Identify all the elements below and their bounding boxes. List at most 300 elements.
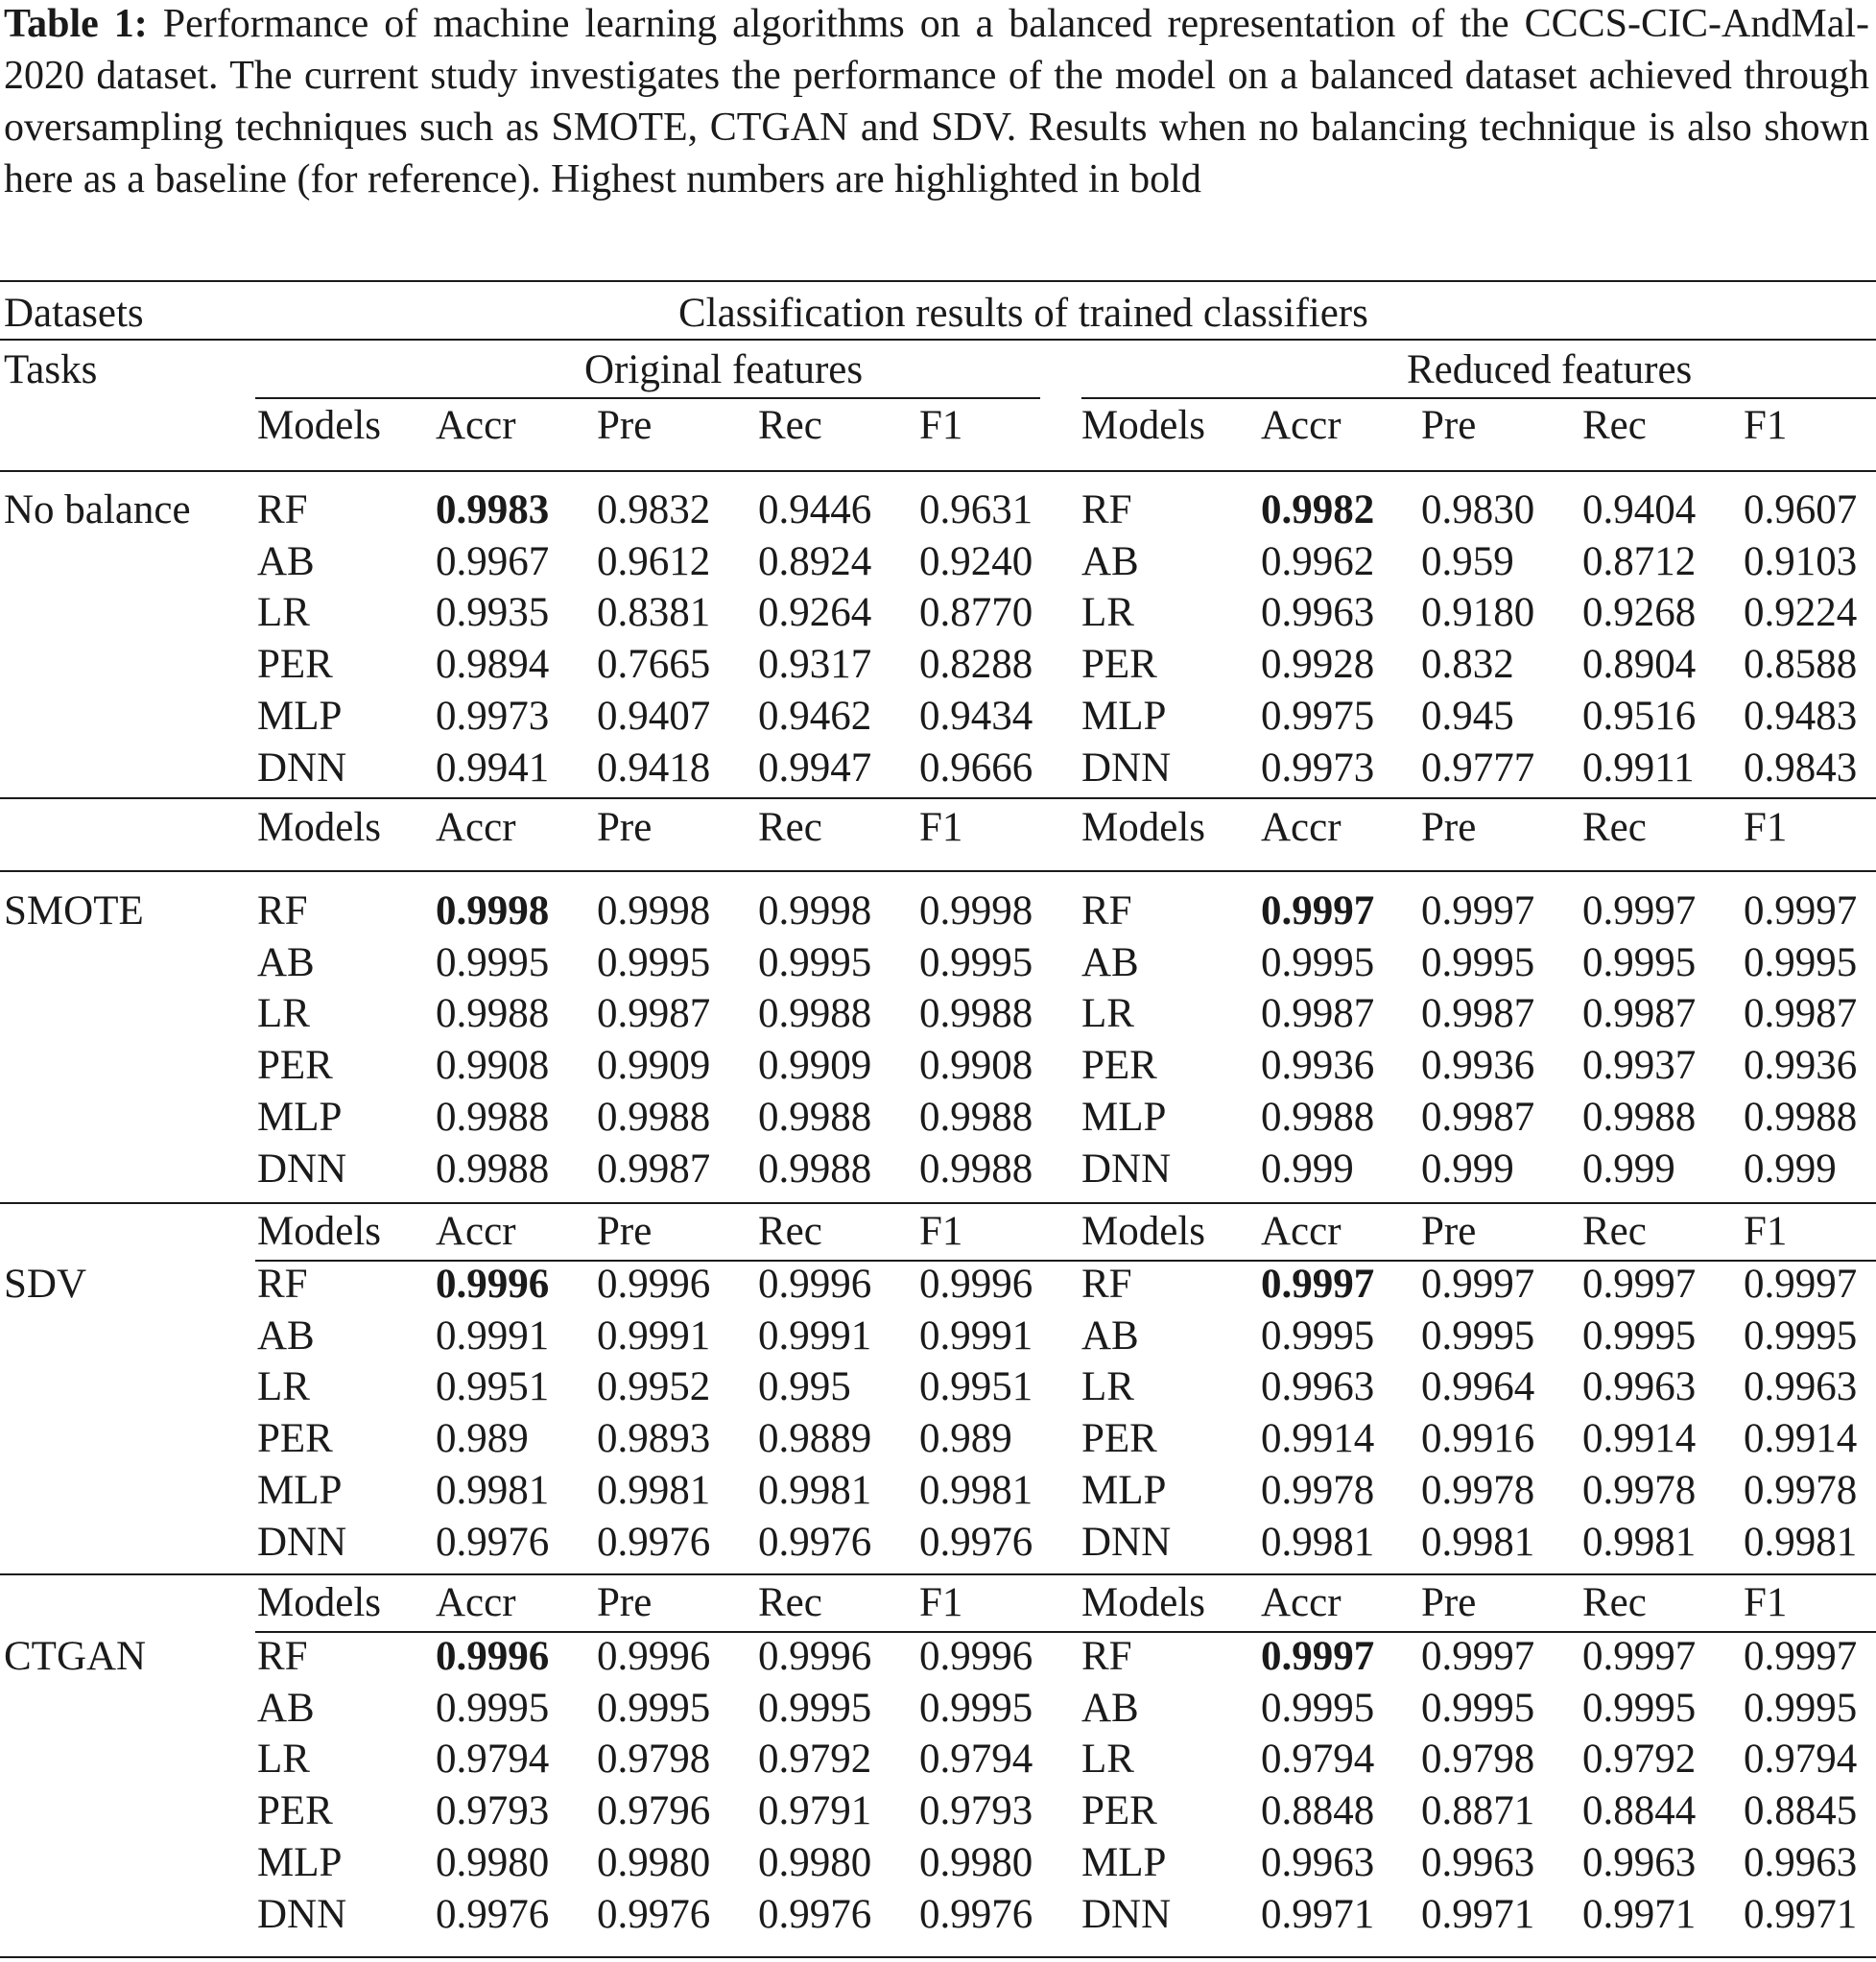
model-name-original: AB — [257, 940, 315, 985]
value-reduced-rec: 0.999 — [1582, 1146, 1675, 1192]
value-original-pre: 0.9998 — [597, 888, 711, 934]
value-reduced-pre: 0.9963 — [1421, 1840, 1535, 1885]
value-reduced-f1: 0.9963 — [1744, 1364, 1858, 1409]
value-original-rec: 0.9980 — [758, 1840, 872, 1885]
column-header-reduced-pre: Pre — [1421, 1209, 1477, 1254]
value-reduced-pre: 0.9987 — [1421, 1095, 1535, 1140]
column-header-original-rec: Rec — [758, 403, 822, 448]
value-reduced-pre: 0.9995 — [1421, 940, 1535, 985]
model-name-original: DNN — [257, 1892, 347, 1937]
value-original-rec: 0.9947 — [758, 745, 872, 791]
column-header-reduced-f1: F1 — [1744, 1209, 1788, 1254]
value-reduced-accr: 0.8848 — [1261, 1788, 1375, 1833]
datasets-label: Datasets — [4, 291, 144, 336]
column-header-original-f1: F1 — [919, 403, 963, 448]
model-name-original: PER — [257, 1043, 333, 1088]
value-original-f1: 0.9988 — [919, 1095, 1033, 1140]
value-original-accr: 0.9995 — [436, 1686, 550, 1731]
value-original-pre: 0.9988 — [597, 1095, 711, 1140]
value-reduced-f1: 0.9843 — [1744, 745, 1858, 791]
value-reduced-accr: 0.9914 — [1261, 1416, 1375, 1461]
column-header-reduced-pre: Pre — [1421, 1580, 1477, 1625]
value-original-accr: 0.9794 — [436, 1737, 550, 1782]
value-original-accr: 0.9991 — [436, 1313, 550, 1359]
group-separator-rule — [0, 1202, 1876, 1204]
model-name-reduced: PER — [1081, 1043, 1157, 1088]
column-header-original-accr: Accr — [436, 1209, 516, 1254]
value-original-f1: 0.9995 — [919, 1686, 1033, 1731]
value-reduced-rec: 0.9404 — [1582, 487, 1697, 532]
value-reduced-pre: 0.945 — [1421, 694, 1514, 739]
value-reduced-accr: 0.9975 — [1261, 694, 1375, 739]
value-original-accr: 0.9983 — [436, 487, 550, 532]
value-reduced-f1: 0.9963 — [1744, 1840, 1858, 1885]
value-original-rec: 0.9889 — [758, 1416, 872, 1461]
value-original-accr: 0.9988 — [436, 1146, 550, 1192]
model-name-reduced: MLP — [1081, 1095, 1167, 1140]
value-reduced-pre: 0.9916 — [1421, 1416, 1535, 1461]
value-reduced-rec: 0.8844 — [1582, 1788, 1697, 1833]
model-name-original: LR — [257, 991, 310, 1036]
value-reduced-f1: 0.9103 — [1744, 539, 1858, 584]
value-reduced-rec: 0.9987 — [1582, 991, 1697, 1036]
value-reduced-rec: 0.9937 — [1582, 1043, 1697, 1088]
model-name-reduced: RF — [1081, 1634, 1132, 1679]
value-original-f1: 0.9991 — [919, 1313, 1033, 1359]
model-name-reduced: DNN — [1081, 1892, 1172, 1937]
model-name-original: DNN — [257, 745, 347, 791]
value-reduced-accr: 0.9997 — [1261, 1634, 1375, 1679]
value-original-accr: 0.9988 — [436, 991, 550, 1036]
column-header-reduced-f1: F1 — [1744, 805, 1788, 850]
group-name: SMOTE — [4, 888, 144, 934]
column-header-rule — [0, 870, 1876, 872]
table-top-rule — [0, 280, 1876, 282]
value-original-f1: 0.9666 — [919, 745, 1033, 791]
column-header-original-pre: Pre — [597, 1209, 653, 1254]
value-reduced-accr: 0.9997 — [1261, 888, 1375, 934]
column-header-reduced-accr: Accr — [1261, 805, 1342, 850]
value-reduced-accr: 0.9978 — [1261, 1468, 1375, 1513]
value-original-pre: 0.9418 — [597, 745, 711, 791]
value-reduced-pre: 0.9995 — [1421, 1313, 1535, 1359]
value-reduced-pre: 0.9987 — [1421, 991, 1535, 1036]
value-original-pre: 0.9893 — [597, 1416, 711, 1461]
model-name-original: RF — [257, 1262, 308, 1307]
value-original-rec: 0.9988 — [758, 1095, 872, 1140]
value-original-accr: 0.9967 — [436, 539, 550, 584]
value-reduced-accr: 0.9971 — [1261, 1892, 1375, 1937]
column-header-original-pre: Pre — [597, 805, 653, 850]
column-header-original-accr: Accr — [436, 1580, 516, 1625]
value-reduced-rec: 0.9995 — [1582, 1313, 1697, 1359]
model-name-original: AB — [257, 1313, 315, 1359]
value-reduced-f1: 0.8588 — [1744, 642, 1858, 687]
value-original-pre: 0.9798 — [597, 1737, 711, 1782]
value-reduced-accr: 0.9981 — [1261, 1520, 1375, 1565]
value-original-f1: 0.8288 — [919, 642, 1033, 687]
value-reduced-f1: 0.9995 — [1744, 940, 1858, 985]
model-name-reduced: RF — [1081, 888, 1132, 934]
value-original-f1: 0.9434 — [919, 694, 1033, 739]
value-original-pre: 0.9987 — [597, 991, 711, 1036]
value-original-rec: 0.9988 — [758, 1146, 872, 1192]
value-reduced-accr: 0.9997 — [1261, 1262, 1375, 1307]
column-header-reduced-f1: F1 — [1744, 1580, 1788, 1625]
table-caption — [4, 0, 1869, 205]
value-reduced-pre: 0.9981 — [1421, 1520, 1535, 1565]
value-reduced-rec: 0.9971 — [1582, 1892, 1697, 1937]
model-name-reduced: LR — [1081, 590, 1134, 635]
value-reduced-rec: 0.9516 — [1582, 694, 1697, 739]
column-header-reduced-accr: Accr — [1261, 1580, 1342, 1625]
value-original-f1: 0.9631 — [919, 487, 1033, 532]
value-original-accr: 0.9793 — [436, 1788, 550, 1833]
value-reduced-f1: 0.9987 — [1744, 991, 1858, 1036]
value-original-rec: 0.9446 — [758, 487, 872, 532]
value-original-f1: 0.9981 — [919, 1468, 1033, 1513]
reduced-features-rule — [1081, 397, 1876, 399]
model-name-original: MLP — [257, 694, 343, 739]
model-name-original: MLP — [257, 1468, 343, 1513]
value-original-accr: 0.9941 — [436, 745, 550, 791]
value-original-rec: 0.9976 — [758, 1892, 872, 1937]
value-reduced-accr: 0.999 — [1261, 1146, 1354, 1192]
column-header-original-models: Models — [257, 403, 381, 448]
value-reduced-rec: 0.8904 — [1582, 642, 1697, 687]
model-name-original: AB — [257, 1686, 315, 1731]
column-header-rule — [255, 1631, 1876, 1633]
value-original-pre: 0.9832 — [597, 487, 711, 532]
value-original-f1: 0.9988 — [919, 991, 1033, 1036]
model-name-reduced: AB — [1081, 940, 1139, 985]
group-name: No balance — [4, 487, 191, 532]
column-header-reduced-models: Models — [1081, 403, 1205, 448]
value-reduced-rec: 0.9978 — [1582, 1468, 1697, 1513]
value-original-accr: 0.9976 — [436, 1892, 550, 1937]
value-original-pre: 0.9981 — [597, 1468, 711, 1513]
value-reduced-rec: 0.9268 — [1582, 590, 1697, 635]
value-original-f1: 0.9976 — [919, 1892, 1033, 1937]
column-header-reduced-rec: Rec — [1582, 805, 1647, 850]
column-header-original-accr: Accr — [436, 403, 516, 448]
value-original-accr: 0.9908 — [436, 1043, 550, 1088]
model-name-original: LR — [257, 1737, 310, 1782]
model-name-original: RF — [257, 1634, 308, 1679]
value-original-f1: 0.8770 — [919, 590, 1033, 635]
original-features-label: Original features — [584, 347, 864, 392]
column-header-original-rec: Rec — [758, 805, 822, 850]
value-reduced-f1: 0.9607 — [1744, 487, 1858, 532]
value-original-accr: 0.9951 — [436, 1364, 550, 1409]
value-reduced-pre: 0.8871 — [1421, 1788, 1535, 1833]
value-original-rec: 0.9981 — [758, 1468, 872, 1513]
value-original-rec: 0.9995 — [758, 940, 872, 985]
value-original-rec: 0.9792 — [758, 1737, 872, 1782]
value-original-pre: 0.9909 — [597, 1043, 711, 1088]
value-reduced-f1: 0.9995 — [1744, 1686, 1858, 1731]
group-name: CTGAN — [4, 1634, 147, 1679]
value-original-accr: 0.9973 — [436, 694, 550, 739]
value-original-accr: 0.9995 — [436, 940, 550, 985]
value-reduced-accr: 0.9987 — [1261, 991, 1375, 1036]
model-name-reduced: AB — [1081, 1686, 1139, 1731]
value-original-rec: 0.9317 — [758, 642, 872, 687]
value-original-pre: 0.9976 — [597, 1892, 711, 1937]
value-reduced-pre: 0.9997 — [1421, 888, 1535, 934]
value-reduced-pre: 0.832 — [1421, 642, 1514, 687]
caption-label: Table 1: — [4, 2, 148, 46]
model-name-original: LR — [257, 590, 310, 635]
caption-text: Performance of machine learning algorithms on a balanced representation of the CCCS-CIC-AndMal-2020 dataset. The current study investigates the performance of the model on a balanced dataset achieved through oversampling techniques such as SMOTE, CTGAN and SDV. Results when no balancing technique is also shown here as a baseline (for reference). Highest numbers are highlighted in bold — [4, 2, 1869, 201]
model-name-original: MLP — [257, 1095, 343, 1140]
value-reduced-rec: 0.9914 — [1582, 1416, 1697, 1461]
reduced-features-label: Reduced features — [1407, 347, 1693, 392]
value-original-rec: 0.995 — [758, 1364, 851, 1409]
value-original-f1: 0.9996 — [919, 1634, 1033, 1679]
model-name-reduced: DNN — [1081, 1520, 1172, 1565]
value-reduced-accr: 0.9988 — [1261, 1095, 1375, 1140]
model-name-original: LR — [257, 1364, 310, 1409]
value-reduced-accr: 0.9995 — [1261, 940, 1375, 985]
value-original-rec: 0.9996 — [758, 1634, 872, 1679]
value-original-pre: 0.9995 — [597, 1686, 711, 1731]
value-reduced-f1: 0.9936 — [1744, 1043, 1858, 1088]
tasks-label: Tasks — [4, 347, 98, 392]
value-original-pre: 0.9980 — [597, 1840, 711, 1885]
value-original-f1: 0.9988 — [919, 1146, 1033, 1192]
value-original-accr: 0.9980 — [436, 1840, 550, 1885]
value-reduced-f1: 0.9794 — [1744, 1737, 1858, 1782]
column-header-original-models: Models — [257, 805, 381, 850]
column-header-reduced-accr: Accr — [1261, 403, 1342, 448]
model-name-reduced: MLP — [1081, 1840, 1167, 1885]
model-name-original: PER — [257, 1416, 333, 1461]
value-original-rec: 0.9976 — [758, 1520, 872, 1565]
value-reduced-rec: 0.9963 — [1582, 1840, 1697, 1885]
value-original-pre: 0.9976 — [597, 1520, 711, 1565]
value-reduced-accr: 0.9963 — [1261, 1840, 1375, 1885]
value-reduced-rec: 0.9997 — [1582, 1262, 1697, 1307]
value-original-f1: 0.9980 — [919, 1840, 1033, 1885]
model-name-reduced: AB — [1081, 1313, 1139, 1359]
model-name-reduced: PER — [1081, 1788, 1157, 1833]
value-original-pre: 0.9612 — [597, 539, 711, 584]
value-original-rec: 0.9998 — [758, 888, 872, 934]
value-reduced-accr: 0.9995 — [1261, 1686, 1375, 1731]
value-original-accr: 0.9988 — [436, 1095, 550, 1140]
value-original-pre: 0.9995 — [597, 940, 711, 985]
value-reduced-f1: 0.9988 — [1744, 1095, 1858, 1140]
value-original-rec: 0.9909 — [758, 1043, 872, 1088]
value-reduced-pre: 0.9995 — [1421, 1686, 1535, 1731]
column-header-original-pre: Pre — [597, 403, 653, 448]
value-reduced-accr: 0.9973 — [1261, 745, 1375, 791]
value-reduced-rec: 0.9981 — [1582, 1520, 1697, 1565]
value-reduced-accr: 0.9963 — [1261, 1364, 1375, 1409]
group-separator-rule — [0, 797, 1876, 799]
model-name-original: MLP — [257, 1840, 343, 1885]
column-header-reduced-rec: Rec — [1582, 1580, 1647, 1625]
value-original-pre: 0.9987 — [597, 1146, 711, 1192]
value-reduced-pre: 0.9964 — [1421, 1364, 1535, 1409]
model-name-original: DNN — [257, 1146, 347, 1192]
column-header-original-f1: F1 — [919, 805, 963, 850]
value-original-pre: 0.9991 — [597, 1313, 711, 1359]
column-header-original-models: Models — [257, 1209, 381, 1254]
value-reduced-accr: 0.9962 — [1261, 539, 1375, 584]
value-reduced-pre: 0.999 — [1421, 1146, 1514, 1192]
value-original-accr: 0.9894 — [436, 642, 550, 687]
value-original-accr: 0.9996 — [436, 1634, 550, 1679]
model-name-reduced: DNN — [1081, 745, 1172, 791]
model-name-reduced: PER — [1081, 642, 1157, 687]
value-reduced-rec: 0.9911 — [1582, 745, 1695, 791]
column-header-original-f1: F1 — [919, 1209, 963, 1254]
column-header-original-rec: Rec — [758, 1580, 822, 1625]
model-name-original: DNN — [257, 1520, 347, 1565]
value-reduced-f1: 0.9995 — [1744, 1313, 1858, 1359]
value-reduced-pre: 0.959 — [1421, 539, 1514, 584]
model-name-reduced: LR — [1081, 991, 1134, 1036]
value-reduced-rec: 0.9997 — [1582, 888, 1697, 934]
value-original-accr: 0.9935 — [436, 590, 550, 635]
value-reduced-pre: 0.9936 — [1421, 1043, 1535, 1088]
value-original-f1: 0.989 — [919, 1416, 1012, 1461]
column-header-reduced-rec: Rec — [1582, 403, 1647, 448]
value-original-pre: 0.9796 — [597, 1788, 711, 1833]
classification-results-label: Classification results of trained classifiers — [678, 291, 1368, 336]
value-original-accr: 0.9996 — [436, 1262, 550, 1307]
value-reduced-f1: 0.9978 — [1744, 1468, 1858, 1513]
value-reduced-accr: 0.9995 — [1261, 1313, 1375, 1359]
value-original-accr: 0.989 — [436, 1416, 529, 1461]
value-reduced-f1: 0.9997 — [1744, 1634, 1858, 1679]
value-original-rec: 0.9995 — [758, 1686, 872, 1731]
value-original-accr: 0.9998 — [436, 888, 550, 934]
value-reduced-pre: 0.9777 — [1421, 745, 1535, 791]
value-reduced-pre: 0.9830 — [1421, 487, 1535, 532]
model-name-original: PER — [257, 642, 333, 687]
model-name-reduced: RF — [1081, 1262, 1132, 1307]
value-original-f1: 0.9996 — [919, 1262, 1033, 1307]
value-reduced-f1: 0.8845 — [1744, 1788, 1858, 1833]
column-header-reduced-accr: Accr — [1261, 1209, 1342, 1254]
model-name-reduced: PER — [1081, 1416, 1157, 1461]
value-original-accr: 0.9976 — [436, 1520, 550, 1565]
value-reduced-rec: 0.9995 — [1582, 940, 1697, 985]
column-header-original-f1: F1 — [919, 1580, 963, 1625]
value-original-f1: 0.9240 — [919, 539, 1033, 584]
value-reduced-accr: 0.9928 — [1261, 642, 1375, 687]
table-bottom-rule — [0, 1956, 1876, 1958]
column-header-reduced-f1: F1 — [1744, 403, 1788, 448]
value-original-rec: 0.9264 — [758, 590, 872, 635]
value-reduced-f1: 0.9971 — [1744, 1892, 1858, 1937]
value-original-pre: 0.7665 — [597, 642, 711, 687]
value-reduced-rec: 0.9792 — [1582, 1737, 1697, 1782]
column-header-reduced-rec: Rec — [1582, 1209, 1647, 1254]
model-name-original: RF — [257, 888, 308, 934]
value-reduced-rec: 0.9988 — [1582, 1095, 1697, 1140]
model-name-original: PER — [257, 1788, 333, 1833]
column-header-reduced-models: Models — [1081, 805, 1205, 850]
value-reduced-accr: 0.9936 — [1261, 1043, 1375, 1088]
column-header-reduced-pre: Pre — [1421, 403, 1477, 448]
column-header-reduced-models: Models — [1081, 1580, 1205, 1625]
value-original-f1: 0.9793 — [919, 1788, 1033, 1833]
value-reduced-rec: 0.9963 — [1582, 1364, 1697, 1409]
column-header-original-pre: Pre — [597, 1580, 653, 1625]
value-reduced-f1: 0.9997 — [1744, 1262, 1858, 1307]
model-name-reduced: RF — [1081, 487, 1132, 532]
column-header-original-rec: Rec — [758, 1209, 822, 1254]
column-header-original-models: Models — [257, 1580, 381, 1625]
header-rule-1 — [0, 339, 1876, 341]
value-reduced-f1: 0.9914 — [1744, 1416, 1858, 1461]
value-reduced-accr: 0.9963 — [1261, 590, 1375, 635]
value-original-f1: 0.9908 — [919, 1043, 1033, 1088]
value-original-f1: 0.9976 — [919, 1520, 1033, 1565]
value-original-rec: 0.9996 — [758, 1262, 872, 1307]
model-name-reduced: LR — [1081, 1737, 1134, 1782]
column-header-reduced-models: Models — [1081, 1209, 1205, 1254]
value-original-rec: 0.9791 — [758, 1788, 872, 1833]
original-features-rule — [255, 397, 1040, 399]
value-reduced-f1: 0.9997 — [1744, 888, 1858, 934]
model-name-original: RF — [257, 487, 308, 532]
column-header-reduced-pre: Pre — [1421, 805, 1477, 850]
value-original-rec: 0.9462 — [758, 694, 872, 739]
value-reduced-pre: 0.9978 — [1421, 1468, 1535, 1513]
model-name-original: AB — [257, 539, 315, 584]
model-name-reduced: DNN — [1081, 1146, 1172, 1192]
value-original-pre: 0.9952 — [597, 1364, 711, 1409]
value-original-rec: 0.9991 — [758, 1313, 872, 1359]
value-reduced-rec: 0.9995 — [1582, 1686, 1697, 1731]
value-reduced-pre: 0.9997 — [1421, 1634, 1535, 1679]
value-original-f1: 0.9995 — [919, 940, 1033, 985]
model-name-reduced: AB — [1081, 539, 1139, 584]
value-original-f1: 0.9794 — [919, 1737, 1033, 1782]
value-original-f1: 0.9951 — [919, 1364, 1033, 1409]
value-reduced-f1: 0.999 — [1744, 1146, 1837, 1192]
value-original-rec: 0.8924 — [758, 539, 872, 584]
value-original-pre: 0.8381 — [597, 590, 711, 635]
value-reduced-pre: 0.9180 — [1421, 590, 1535, 635]
value-original-pre: 0.9996 — [597, 1634, 711, 1679]
value-original-accr: 0.9981 — [436, 1468, 550, 1513]
value-original-rec: 0.9988 — [758, 991, 872, 1036]
value-reduced-accr: 0.9982 — [1261, 487, 1375, 532]
value-reduced-f1: 0.9224 — [1744, 590, 1858, 635]
model-name-reduced: MLP — [1081, 1468, 1167, 1513]
model-name-reduced: MLP — [1081, 694, 1167, 739]
value-reduced-pre: 0.9798 — [1421, 1737, 1535, 1782]
value-original-pre: 0.9407 — [597, 694, 711, 739]
value-reduced-rec: 0.8712 — [1582, 539, 1697, 584]
value-original-pre: 0.9996 — [597, 1262, 711, 1307]
value-reduced-f1: 0.9483 — [1744, 694, 1858, 739]
value-reduced-accr: 0.9794 — [1261, 1737, 1375, 1782]
value-reduced-pre: 0.9997 — [1421, 1262, 1535, 1307]
group-separator-rule — [0, 1573, 1876, 1575]
model-name-reduced: LR — [1081, 1364, 1134, 1409]
value-reduced-pre: 0.9971 — [1421, 1892, 1535, 1937]
group-name: SDV — [4, 1262, 87, 1307]
value-reduced-f1: 0.9981 — [1744, 1520, 1858, 1565]
column-header-rule — [0, 470, 1876, 472]
